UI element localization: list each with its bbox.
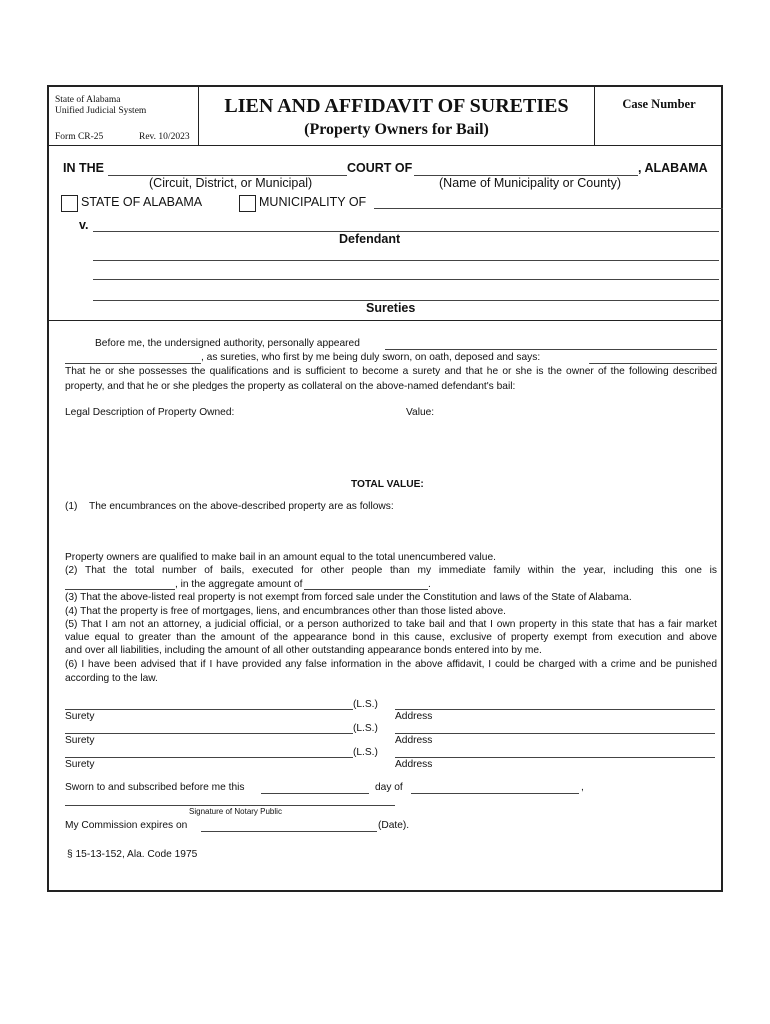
sworn-suffix: ,	[581, 782, 584, 793]
case-number-label: Case Number	[622, 97, 696, 111]
intro-line-1: Before me, the undersigned authority, personally appeared	[95, 338, 360, 349]
qualified-text: Property owners are qualified to make bail in an amount equal to the total unencumbered value.	[65, 552, 496, 563]
defendant-name-field[interactable]	[93, 231, 719, 232]
value-label: Value:	[406, 407, 435, 418]
system-label: Unified Judicial System	[55, 106, 147, 116]
aggregate-amount-field[interactable]	[304, 589, 428, 590]
header-rule	[49, 145, 723, 146]
code-reference: § 15-13-152, Ala. Code 1975	[67, 849, 198, 860]
header-divider-right	[594, 87, 595, 145]
intro-line-3: That he or she possesses the qualifications and is sufficient to become a surety and that he or she is the owner of the following described	[65, 366, 717, 377]
section-rule	[49, 320, 723, 321]
sworn-prefix: Sworn to and subscribed before me this	[65, 782, 245, 793]
item-4-text: (4) That the property is free of mortgages, liens, and encumbrances other than those listed above.	[65, 606, 506, 617]
case-number-field[interactable]	[599, 117, 717, 139]
revision-label: Rev. 10/2023	[139, 132, 190, 142]
surety-label-3: Surety	[65, 759, 95, 770]
state-of-alabama-checkbox[interactable]	[61, 195, 78, 212]
surety-label-1: Surety	[65, 711, 95, 722]
sworn-month-year-field[interactable]	[411, 793, 579, 794]
address-label-1: Address	[395, 711, 433, 722]
address-label-2: Address	[395, 735, 433, 746]
state-of-alabama-label: STATE OF ALABAMA	[81, 195, 203, 209]
item-6-line-1: (6) I have been advised that if I have provided any false information in the above affidavit, I could be charged with a crime and be punished	[65, 659, 717, 670]
lien-affidavit-form	[47, 85, 723, 892]
item-2-period: .	[428, 579, 431, 590]
notary-signature-field[interactable]	[65, 805, 395, 806]
surety-address-3[interactable]	[395, 757, 715, 758]
ls-label-1: (L.S.)	[353, 699, 378, 710]
affiant-names-field[interactable]	[385, 349, 717, 350]
item-5-line-3: and over all liabilities, including the amount of all other outstanding appearance bonds entered into by me.	[65, 645, 542, 656]
item-1-text: The encumbrances on the above-described property are as follows:	[89, 501, 394, 512]
commission-suffix: (Date).	[378, 820, 410, 831]
item-6-line-2: according to the law.	[65, 673, 158, 684]
item-2-line-1: (2) That the total number of bails, executed for other people than my immediate family within the year, including this one is	[65, 565, 717, 576]
bail-count-field[interactable]	[65, 589, 175, 590]
court-type-hint: (Circuit, District, or Municipal)	[149, 176, 313, 190]
court-of-label: COURT OF	[347, 161, 413, 175]
state-label: State of Alabama	[55, 95, 121, 105]
intro-line-2: , as sureties, who first by me being duly sworn, on oath, deposed and says:	[201, 352, 541, 363]
surety-signature-2[interactable]	[65, 733, 353, 734]
item-3-text: (3) That the above-listed real property is not exempt from forced sale under the Constitution and laws of the State of Alabama.	[65, 592, 632, 603]
address-label-3: Address	[395, 759, 433, 770]
legal-description-field[interactable]	[65, 423, 385, 473]
municipality-name-field[interactable]	[374, 208, 723, 209]
total-value-label: TOTAL VALUE:	[351, 479, 424, 490]
municipality-checkbox[interactable]	[239, 195, 256, 212]
municipality-hint: (Name of Municipality or County)	[439, 176, 622, 190]
affiant-names-continued-field[interactable]	[65, 363, 201, 364]
municipality-of-label: MUNICIPALITY OF	[259, 195, 367, 209]
defendant-label: Defendant	[339, 232, 401, 246]
sworn-day-field[interactable]	[261, 793, 369, 794]
ls-label-2: (L.S.)	[353, 723, 378, 734]
property-value-field[interactable]	[406, 423, 716, 473]
sureties-label: Sureties	[366, 301, 416, 315]
page-subtitle: (Property Owners for Bail)	[304, 121, 489, 138]
versus-label: v.	[79, 218, 89, 232]
legal-description-label: Legal Description of Property Owned:	[65, 407, 235, 418]
page-title: LIEN AND AFFIDAVIT OF SURETIES	[224, 95, 569, 117]
encumbrances-field[interactable]	[65, 517, 715, 549]
surety-signature-1[interactable]	[65, 709, 353, 710]
surety-address-1[interactable]	[395, 709, 715, 710]
alabama-label: , ALABAMA	[638, 161, 708, 175]
form-number: Form CR-25	[55, 132, 104, 142]
surety-signature-3[interactable]	[65, 757, 353, 758]
surety-label-2: Surety	[65, 735, 95, 746]
surety-address-2[interactable]	[395, 733, 715, 734]
item-2-line-2: , in the aggregate amount of	[175, 579, 303, 590]
intro-line-4: property, and that he or she pledges the property as collateral on the above-named defendant's bail:	[65, 381, 516, 392]
commission-prefix: My Commission expires on	[65, 820, 188, 831]
ls-label-3: (L.S.)	[353, 747, 378, 758]
item-5-line-1: (5) That I am not an attorney, a judicial official, or a person authorized to take bail and that I own property in this state that has a fair market	[65, 619, 717, 630]
commission-date-field[interactable]	[201, 831, 377, 832]
item-5-line-2: value equal to greater than the amount of the appearance bond in this cause, exclusive of property exempt from execution and above	[65, 632, 717, 643]
surety-name-field-2[interactable]	[93, 279, 719, 280]
surety-name-field-1[interactable]	[93, 260, 719, 261]
day-of-label: day of	[375, 782, 403, 793]
deposition-field[interactable]	[589, 363, 717, 364]
notary-signature-label: Signature of Notary Public	[189, 807, 282, 816]
in-the-label: IN THE	[63, 161, 104, 175]
item-1-number: (1)	[65, 501, 78, 512]
